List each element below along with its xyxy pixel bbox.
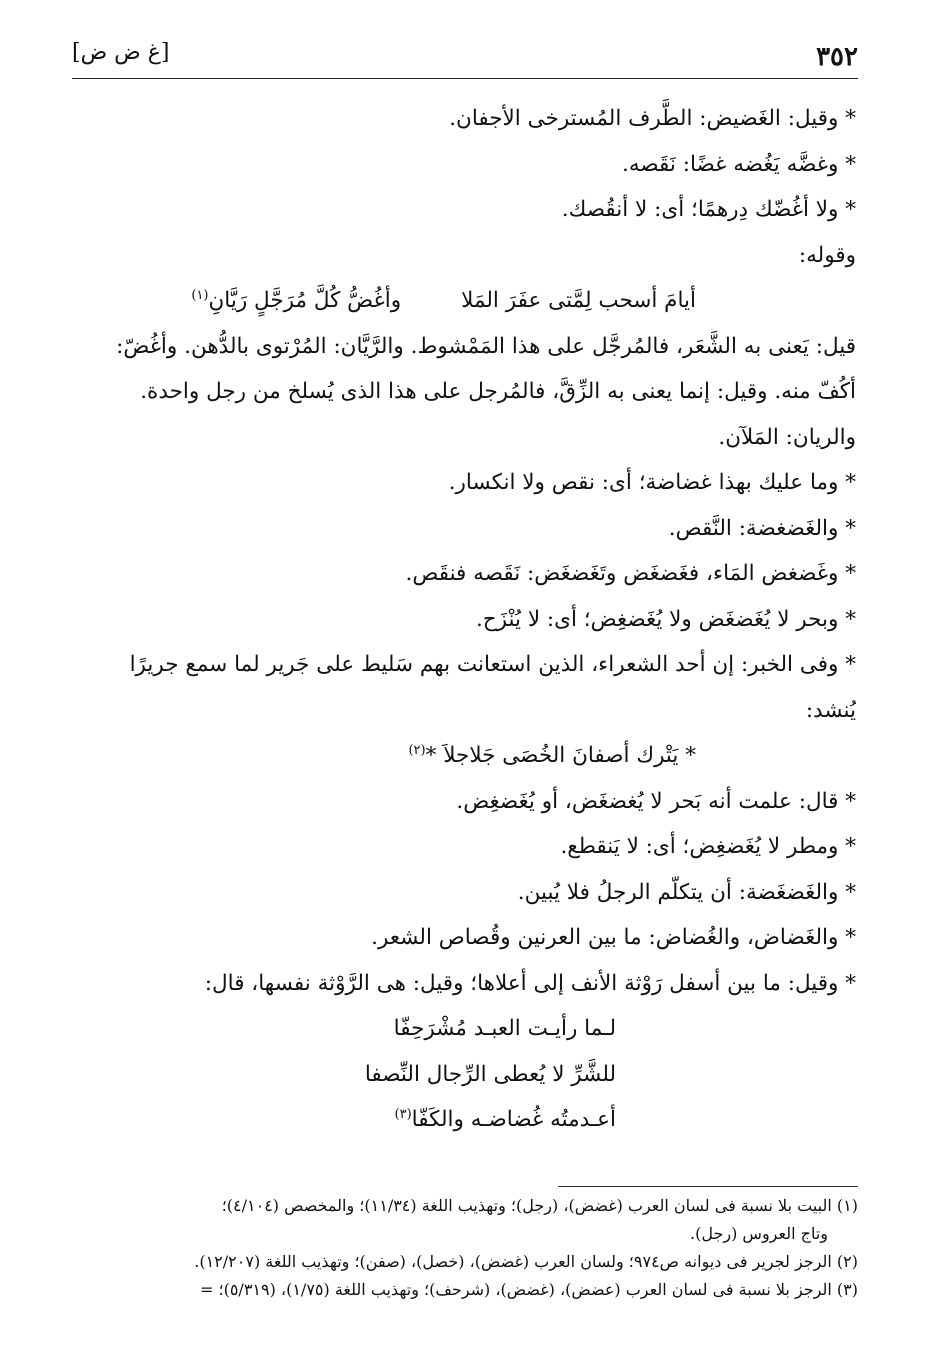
verse-second-hemistich xyxy=(191,278,401,324)
page-number: ٣٥٢ xyxy=(816,42,858,72)
footnote-line: وتاج العروس (رجل). xyxy=(690,1224,828,1243)
footnotes xyxy=(78,1192,858,1304)
text-line: والريان: المَلآن. xyxy=(718,424,856,450)
rajaz-line: لـما رأيـت العبـد مُشْرَحِفّا xyxy=(393,1016,616,1041)
footnote-marker: (١) xyxy=(191,287,209,303)
text-line: أكُفّ منه. وقيل: إنما يعنى به الزِّقَّ، فالمُرجل على هذا الذى يُسلخ من رجل واحدة. xyxy=(140,379,856,404)
text-line: * ومطر لا يُغَضغِض؛ أى: لا يَنقطع. xyxy=(560,834,856,859)
rajaz-text: أعـدمتُه غُضاضـه والكَفّا xyxy=(411,1107,616,1132)
verse-second-hemistich-text: وأغُضُّ كُلَّ مُرَجَّلٍ رَيَّانِ xyxy=(208,288,402,313)
rajaz-line: للشَّرِّ لا يُعطى الرِّجال النِّصفا xyxy=(364,1061,616,1087)
text-line: * وغَضغض المَاء، فغَضغَض وتَغَضغَض: نَقَصه فنقَص. xyxy=(405,561,856,586)
text-line: * وقيل: الغَضيض: الطَّرف المُسترخى الأجفان. xyxy=(449,106,856,131)
main-text xyxy=(80,96,856,1143)
footnote-line: (٣) الرجز بلا نسبة فى لسان العرب (عضض)، (غضض)، (شرحف)؛ وتهذيب اللغة (١/٧٥)، (٥/٣١٩)؛ = xyxy=(200,1280,858,1299)
text-line: وقوله: xyxy=(798,242,856,268)
footnote-marker: (٢) xyxy=(408,742,426,758)
section-tag: [غ ض ض] xyxy=(72,40,170,65)
text-line: * ولا أغُضّك دِرهمًا؛ أى: لا أنقُصك. xyxy=(561,197,856,222)
text-line: * وفى الخبر: إن أحد الشعراء، الذين استعانت بهم سَليط على جَرير لما سمع جريرًا xyxy=(129,652,856,677)
footnote-divider xyxy=(558,1186,858,1187)
page-header xyxy=(72,38,858,79)
rajaz-line xyxy=(80,733,856,779)
text-line: * قال: علمت أنه بَحر لا يُغضغَض، أو يُغَضغِض. xyxy=(456,788,856,814)
verse-first-hemistich: أيامَ أسحب لِمَّتى عفَرَ المَلا xyxy=(461,288,696,313)
text-line: * وما عليك بهذا غضاضة؛ أى: نقص ولا انكسار. xyxy=(448,470,856,495)
footnote-marker: (٣) xyxy=(394,1106,412,1122)
text-line: قيل: يَعنى به الشَّعَر، فالمُرجَّل على هذا المَمْشوط. والرَّيَّان: المُرْتوى بالدُّهن. وأغُضّ: xyxy=(116,333,856,359)
text-line: * وغضَّه يَغُضه غضًا: نَقَصه. xyxy=(622,151,856,177)
footnote-line: (١) البيت بلا نسبة فى لسان العرب (غضض)، (رجل)؛ وتهذيب اللغة (١١/٣٤)؛ والمخصص (٤/١٠٤)؛ xyxy=(221,1196,858,1215)
text-line: * والغَضاض، والغُضاض: ما بين العرنين وقُصاص الشعر. xyxy=(371,925,856,950)
verse-couplet xyxy=(80,278,856,324)
rajaz-line xyxy=(80,1097,856,1143)
text-line: يُنشد: xyxy=(805,697,856,723)
text-line: * والغَضغضة: النَّقص. xyxy=(668,515,856,541)
text-line: * وبحر لا يُغَضغَض ولا يُغَضغِض؛ أى: لا يُنْزَح. xyxy=(475,606,856,632)
text-line: * والغَضغَضة: أن يتكلّم الرجلُ فلا يُبين. xyxy=(517,879,856,905)
footnote-line: (٢) الرجز لجرير فى ديوانه ص٩٧٤؛ ولسان العرب (غضض)، (خصل)، (صفن)؛ وتهذيب اللغة (١٢/٢٠٧). xyxy=(194,1252,858,1271)
rajaz-text: * يَتْرك أصفانَ الخُصَى جَلاجلاَ * xyxy=(425,743,696,768)
text-line: * وقيل: ما بين أسفل رَوْثة الأنف إلى أعلاها؛ وقيل: هى الرَّوْثة نفسها، قال: xyxy=(204,970,856,996)
